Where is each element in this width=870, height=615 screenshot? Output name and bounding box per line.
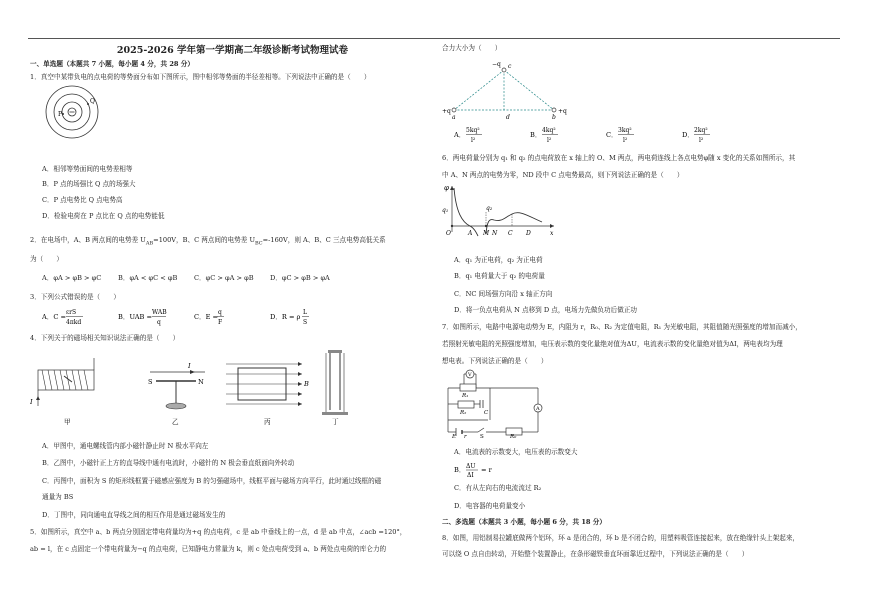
svg-text:O: O [446,230,451,237]
svg-text:S: S [480,434,484,438]
q6-option-b: B．q₁ 电荷量大于 q₂ 的电荷量 [454,272,545,280]
q5-stem-line3: 合力大小为（ ） [442,44,502,52]
q2-option-a: A．φA > φB > φC [42,274,102,282]
q5-option-c: C． [606,131,618,139]
q3-d-den: S [303,319,308,326]
svg-text:c: c [508,63,512,70]
svg-text:E: E [452,434,457,438]
q1-equipotential-figure [42,84,102,140]
q3-option-c: C．E = [194,313,219,321]
q3-a-num: εrS [66,309,77,316]
q6-stem-line1: 6．两电荷量分别为 q₁ 和 q₂ 的点电荷放在 x 轴上的 O、M 两点，两电荷连线上各点电势φ随 x 变化的关系如图所示，其 [442,154,796,162]
q4-figures [30,348,360,434]
svg-text:4kq²: 4kq² [542,127,556,134]
svg-text:R₀: R₀ [510,434,517,438]
q5-stem-line2: ab = l，在 c 点固定一个带电荷量为−q 的点电荷，已知静电力常量为 k，则 c 处点电荷受到 a、b 两处点电荷的库仑力的 [30,545,387,553]
svg-text:M: M [483,230,490,237]
q8-stem-line2: 可以绕 O 点自由转动，开始整个装置静止，在条形磁铁垂直环面靠近过程中，下列说法正确的是（ ） [442,550,749,558]
top-rule [28,38,840,39]
svg-text:l²: l² [623,137,628,144]
svg-text:A: A [536,406,540,412]
q7-option-a: A．电流表的示数变大，电压表的示数变大 [454,448,578,456]
q7-option-b [454,460,534,480]
svg-text:+q: +q [558,108,567,115]
q7-stem-line3: 想电表。下列说法正确的是（ ） [442,357,548,365]
q1-option-c: C．P 点电势比 Q 点电势高 [42,196,123,204]
q4-loop-figure [226,362,309,426]
svg-text:B: B [304,380,309,388]
svg-text:l²: l² [471,137,476,144]
q5-options [454,124,754,146]
q1-label-p: P [58,111,63,118]
q6-option-c: C．NC 间场强方向沿 x 轴正方向 [454,290,553,298]
svg-text:l²: l² [699,137,704,144]
q6-option-a: A．q₁ 为正电荷，q₂ 为正电荷 [454,256,543,264]
svg-text:q₁: q₁ [442,207,449,214]
q3-b-den: q [157,319,161,326]
svg-text:= r: = r [481,466,492,474]
q3-option-d: D．R = ρ [270,313,301,321]
q4-compass-figure [148,362,205,426]
q6-stem-line2: 中 A、N 两点的电势为零，ND 段中 C 点电势最高，则下列说法正确的是（ ） [442,171,684,179]
q3-d-num: L [303,309,307,316]
svg-text:N: N [198,378,204,386]
q3-b-num: WAB [152,309,167,316]
q2-stem: 2．在电场中，A、B 两点间的电势差 $U_{AB}=100V$，B、C 两点间的电势差 $U_{BC}=-160V$，则 A、B、C 三点电势高低关系 [30,236,386,247]
svg-text:D: D [526,230,531,237]
q3-formulas [42,306,342,328]
q4-stem: 4．下列关于的磁场相关知识说法正确的是（ ） [30,334,180,342]
q4-option-c-cont: 通量为 BS [42,493,74,501]
q6-option-d: D．将一负点电荷从 N 点移到 D 点，电场力先做负功后做正功 [454,306,637,314]
q3-c-num: q [218,309,222,316]
q2-stem-line2: 为（ ） [30,255,63,263]
q3-option-a: A．C = [42,313,67,321]
q2-option-d: D．φC > φB > φA [270,274,330,282]
svg-text:−q: −q [492,61,501,68]
svg-text:B．: B． [454,466,466,474]
q6-potential-graph [442,182,562,238]
svg-text:A: A [468,230,473,237]
svg-text:x: x [550,230,554,237]
svg-text:R₂: R₂ [460,410,467,416]
svg-text:丙: 丙 [264,418,271,426]
q5-option-b: B． [530,131,542,139]
q7-stem-line1: 7．如图所示，电路中电源电动势为 E，内阻为 r，R₀、R₂ 为定值电阻，R₁ 为光敏电阻，其阻值随光照强度的增加而减小， [442,323,802,331]
svg-text:S: S [148,378,153,386]
svg-text:ΔI: ΔI [467,472,474,479]
svg-text:q₂: q₂ [486,205,493,212]
svg-text:d: d [506,114,510,120]
section-multi-choice: 二、多选题（本题共 3 小题，每小题 6 分，共 18 分） [442,518,606,526]
svg-text:I: I [30,398,33,406]
q1-label-q: Q [90,98,95,105]
svg-text:R₁: R₁ [462,393,469,399]
svg-text:3kq²: 3kq² [618,127,632,134]
q4-option-a: A．甲图中，通电螺线管内部小磁针静止时 N 极水平向左 [42,442,209,450]
svg-text:a: a [452,114,456,120]
q5-option-a: A． [454,131,466,139]
q1-stem: 1．真空中某带负电的点电荷的等势面分布如下图所示，图中相邻等势面的半径差相等。下列说法中正确的是（ ） [30,73,371,81]
q4-solenoid-figure [30,358,94,426]
q4-option-d: D．丁图中，同向通电直导线之间的相互作用是通过磁场发生的 [42,511,226,519]
q2-option-b: B．φA < φC < φB [118,274,178,282]
section-single-choice: 一、单选题（本题共 7 小题，每小题 4 分，共 28 分） [30,60,194,68]
svg-text:φ: φ [444,184,449,192]
q2-option-c: C．φC > φA > φB [194,274,254,282]
q3-a-den: 4πkd [66,319,82,326]
svg-text:C: C [484,410,489,416]
q5-option-d: D． [682,131,694,139]
svg-text:5kq²: 5kq² [466,127,480,134]
svg-text:ΔU: ΔU [466,463,476,470]
svg-text:V: V [468,372,472,378]
q3-option-b: B．UAB = [118,313,153,321]
svg-text:l²: l² [547,137,552,144]
svg-text:2kq²: 2kq² [694,127,708,134]
q5-stem-line1: 5．如图所示，真空中 a、b 两点分别固定带电荷量均为+q 的点电荷，c 是 ab 中垂线上的一点，d 是 ab 中点，∠acb =120°， [30,528,407,536]
q1-option-b: B．P 点的场强比 Q 点的场强大 [42,180,136,188]
svg-text:I: I [188,362,191,370]
q4-wires-figure [322,350,348,426]
q5-figure [442,56,582,120]
q4-option-b: B．乙图中，小磁针正上方的直导线中通有电流时，小磁针的 N 极会垂直纸面向外转动 [42,459,295,467]
svg-text:甲: 甲 [64,418,71,426]
svg-text:b: b [552,114,556,120]
svg-text:C: C [508,230,513,237]
svg-text:乙: 乙 [172,418,179,426]
q7-stem-line2: 若照射光敏电阻的光照强度增加，电压表示数的变化量绝对值为ΔU，电流表示数的变化量绝对值为ΔI，两电表均为理 [442,340,783,348]
q1-option-d: D．检验电荷在 P 点比在 Q 点的电势能低 [42,212,165,220]
svg-text:r: r [464,434,467,438]
svg-text:N: N [492,230,498,237]
q7-option-d: D．电容器的电荷量变小 [454,502,526,510]
svg-text:丁: 丁 [332,418,339,426]
q3-c-den: F [218,319,223,326]
q7-option-c: C．有从左向右的电流流过 R₂ [454,484,542,492]
q4-option-c: C．丙图中，面积为 S 的矩形线框置于磁感应强度为 B 的匀强磁场中，线框平面与磁场方向平行，此时通过线框的磁 [42,477,382,485]
q3-stem: 3．下列公式错误的是（ ） [30,293,120,301]
q8-stem-line1: 8．如图，用铝制易拉罐底做两个铝环，环 a 是闭合的，环 b 是不闭合的，用塑料吸管连接起来，放在绝缘针头上架起来， [442,534,800,542]
exam-title: 2025-2026 学年第一学期高二年级诊断考试物理试卷 [116,45,349,56]
q7-circuit [442,368,552,438]
q1-option-a: A．相邻等势面间的电势差相等 [42,165,133,173]
svg-text:+q: +q [442,108,451,115]
